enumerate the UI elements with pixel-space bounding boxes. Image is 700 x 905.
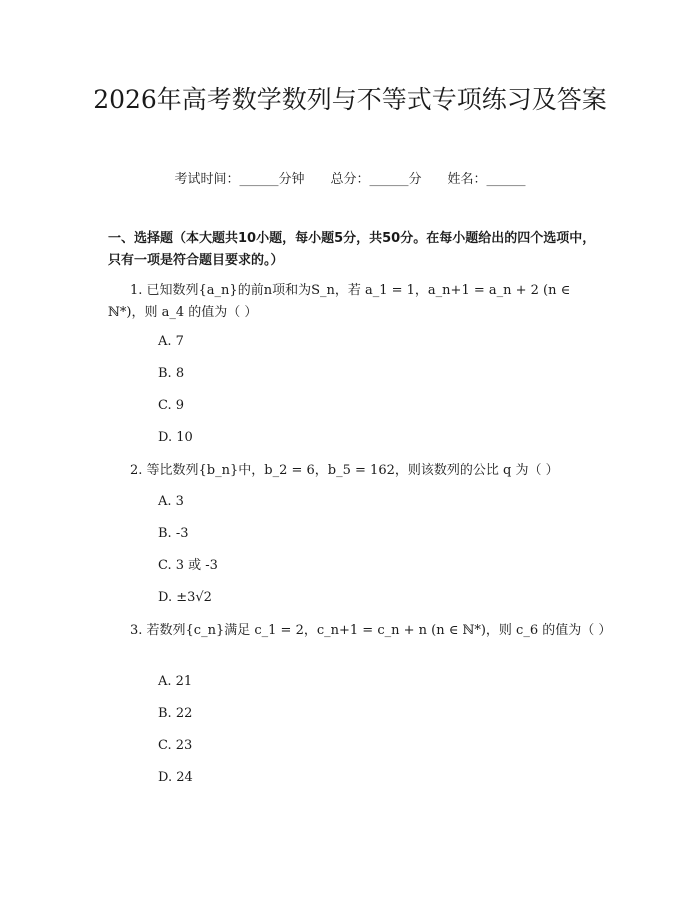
question-1-option-b: B. 8: [158, 366, 185, 381]
section-heading: 一、选择题（本大题共10小题，每小题5分，共50分。在每小题给出的四个选项中，只有一项是符合题目要求的。）: [108, 231, 596, 268]
question-3-option-c: C. 23: [158, 738, 193, 753]
question-2-option-b: B. -3: [158, 526, 189, 541]
exam-info-line: [0, 168, 700, 187]
question-2-stem: 2. 等比数列{b_n}中，b_2 = 6，b_5 = 162，则该数列的公比 q 为（ ）: [130, 463, 559, 478]
question-2-option-c: C. 3 或 -3: [158, 558, 218, 573]
total-score-label: 总分：______分: [330, 172, 422, 187]
question-2-option-d: D. ±3√2: [158, 590, 212, 605]
question-1-option-d: D. 10: [158, 430, 193, 445]
question-1-stem: 1. 已知数列{a_n}的前n项和为S_n，若 a_1 = 1，a_n+1 = a_n + 2 (n ∈ ℕ*)，则 a_4 的值为（ ）: [108, 283, 571, 320]
question-3-stem: 3. 若数列{c_n}满足 c_1 = 2，c_n+1 = c_n + n (n ∈ ℕ*)，则 c_6 的值为（ ）: [130, 623, 612, 638]
student-name-label: 姓名：______: [447, 172, 526, 187]
question-3-option-b: B. 22: [158, 706, 193, 721]
exam-time-label: 考试时间：______分钟: [174, 172, 305, 187]
question-1-option-a: A. 7: [158, 334, 184, 349]
question-3-option-d: D. 24: [158, 770, 193, 785]
question-3-option-a: A. 21: [158, 674, 193, 689]
question-2-option-a: A. 3: [158, 494, 184, 509]
page-title: 2026年高考数学数列与不等式专项练习及答案: [93, 85, 607, 114]
question-1-option-c: C. 9: [158, 398, 185, 413]
